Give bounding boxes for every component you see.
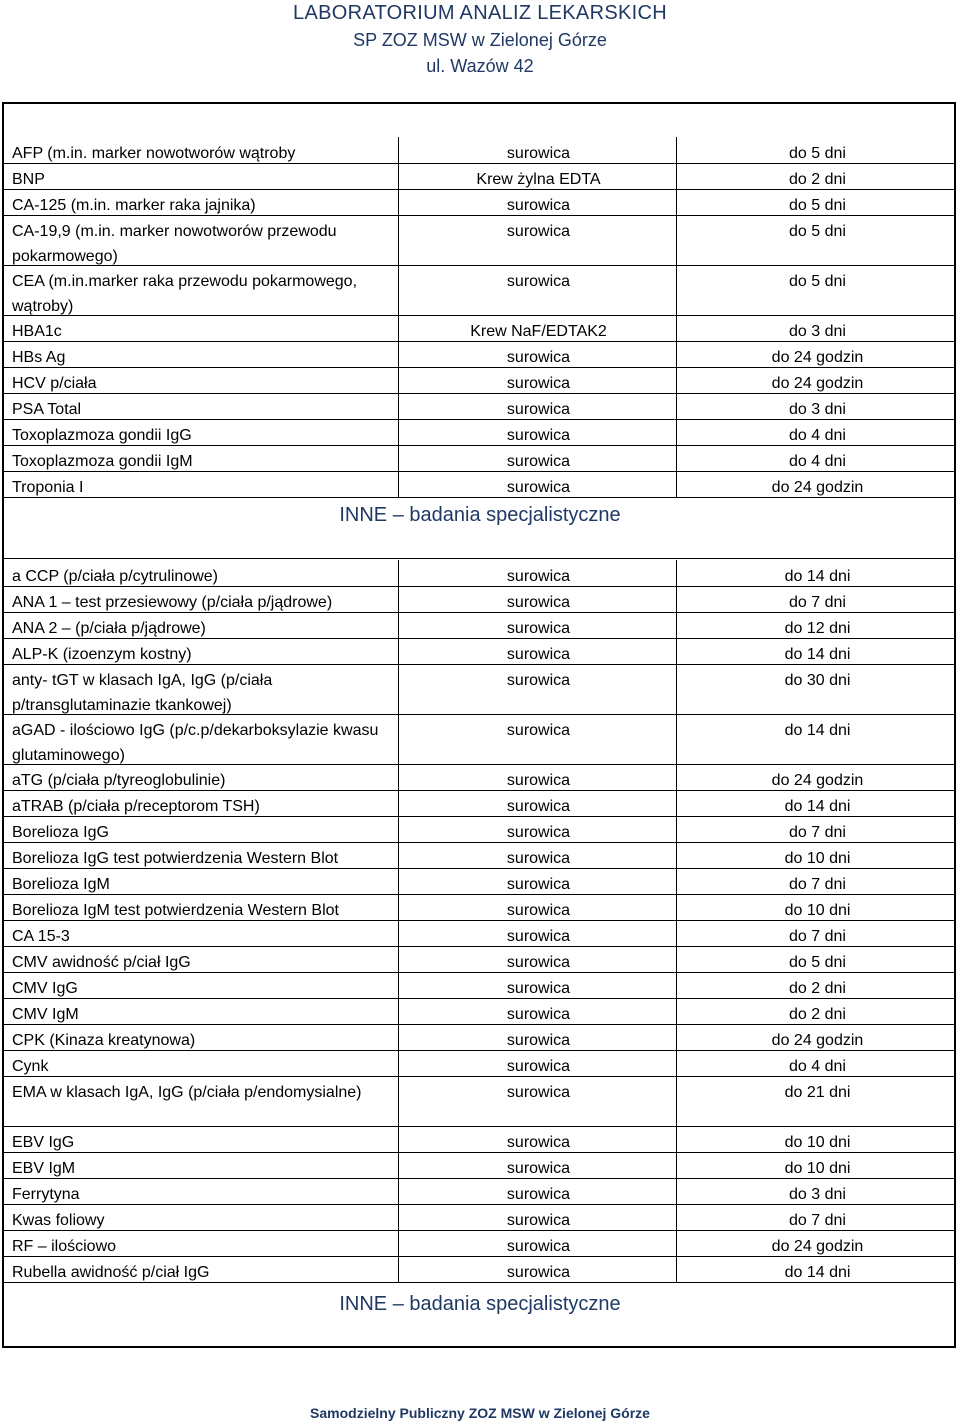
- table-row: [4, 419, 956, 446]
- table-row: [4, 1050, 956, 1077]
- test-name-cell: aTG (p/ciała p/tyreoglobulinie): [12, 772, 226, 789]
- material-cell: surowica: [398, 790, 676, 816]
- table-row: [4, 1256, 956, 1283]
- turnaround-cell: do 4 dni: [676, 419, 956, 445]
- material-cell: surowica: [398, 1230, 676, 1256]
- test-name-cell: HCV p/ciała: [12, 375, 97, 392]
- test-name-cell: Ferrytyna: [12, 1186, 80, 1203]
- test-name-cell: PSA Total: [12, 401, 82, 418]
- table-row: [4, 1204, 956, 1231]
- turnaround-cell: do 24 godzin: [676, 341, 956, 367]
- material-cell: surowica: [398, 946, 676, 972]
- turnaround-cell: do 14 dni: [676, 1256, 956, 1282]
- table-row: [4, 842, 956, 869]
- test-name-cell: CA-125 (m.in. marker raka jajnika): [12, 197, 256, 214]
- material-cell: surowica: [398, 612, 676, 638]
- table-row: [4, 471, 956, 498]
- table-row: [4, 894, 956, 921]
- material-cell: surowica: [398, 341, 676, 367]
- material-cell: surowica: [398, 1050, 676, 1076]
- turnaround-cell: do 2 dni: [676, 972, 956, 998]
- turnaround-cell: do 10 dni: [676, 1152, 956, 1178]
- address: ul. Wazów 42: [426, 56, 534, 76]
- section-title-specialist: INNE – badania specjalistyczne: [339, 504, 621, 526]
- turnaround-cell: do 5 dni: [676, 215, 956, 265]
- table-row: [4, 265, 956, 316]
- material-cell: surowica: [398, 215, 676, 265]
- material-cell: surowica: [398, 998, 676, 1024]
- material-cell: surowica: [398, 1204, 676, 1230]
- test-name-cell: Borelioza IgM: [12, 876, 110, 893]
- table-row: [4, 1024, 956, 1051]
- material-cell: surowica: [398, 1178, 676, 1204]
- table-row: [4, 1230, 956, 1257]
- material-cell: surowica: [398, 1126, 676, 1152]
- test-name-cell: CA 15-3: [12, 928, 70, 945]
- test-name-cell: CA-19,9 (m.in. marker nowotworów przewodu pokarmowego): [12, 223, 337, 265]
- material-cell: surowica: [398, 1024, 676, 1050]
- table-row: [4, 393, 956, 420]
- test-name-cell: Borelioza IgG test potwierdzenia Western Blot: [12, 850, 339, 867]
- table-row: [4, 315, 956, 342]
- test-name-cell: CMV IgG: [12, 980, 78, 997]
- test-name-cell: ANA 2 – (p/ciała p/jądrowe): [12, 620, 206, 637]
- turnaround-cell: do 21 dni: [676, 1076, 956, 1126]
- test-name-cell: Borelioza IgG: [12, 824, 109, 841]
- table-row: [4, 215, 956, 266]
- test-name-cell: AFP (m.in. marker nowotworów wątroby: [12, 145, 296, 162]
- test-name-cell: Cynk: [12, 1058, 49, 1075]
- table-row: [4, 1178, 956, 1205]
- turnaround-cell: do 7 dni: [676, 1204, 956, 1230]
- turnaround-cell: do 3 dni: [676, 1178, 956, 1204]
- test-name-cell: Troponia I: [12, 479, 84, 496]
- turnaround-cell: do 14 dni: [676, 638, 956, 664]
- material-cell: surowica: [398, 764, 676, 790]
- table-row: [4, 341, 956, 368]
- turnaround-cell: do 4 dni: [676, 1050, 956, 1076]
- test-name-cell: RF – ilościowo: [12, 1238, 117, 1255]
- material-cell: surowica: [398, 189, 676, 215]
- table-row: [4, 816, 956, 843]
- turnaround-cell: do 10 dni: [676, 894, 956, 920]
- table-row: [4, 638, 956, 665]
- table-row: [4, 1152, 956, 1179]
- material-cell: surowica: [398, 1256, 676, 1282]
- material-cell: surowica: [398, 265, 676, 315]
- turnaround-cell: do 5 dni: [676, 946, 956, 972]
- material-cell: surowica: [398, 1152, 676, 1178]
- material-cell: surowica: [398, 393, 676, 419]
- section-title-specialist-bottom: INNE – badania specjalistyczne: [339, 1293, 621, 1315]
- test-name-cell: EMA w klasach IgA, IgG (p/ciała p/endomysialne): [12, 1084, 362, 1101]
- turnaround-cell: do 2 dni: [676, 163, 956, 189]
- table-row: [4, 664, 956, 715]
- turnaround-cell: do 10 dni: [676, 842, 956, 868]
- turnaround-cell: do 12 dni: [676, 612, 956, 638]
- test-name-cell: BNP: [12, 171, 45, 188]
- turnaround-cell: do 3 dni: [676, 315, 956, 341]
- material-cell: surowica: [398, 586, 676, 612]
- material-cell: Krew NaF/EDTAK2: [398, 315, 676, 341]
- material-cell: surowica: [398, 471, 676, 497]
- material-cell: surowica: [398, 868, 676, 894]
- test-name-cell: Toxoplazmoza gondii IgG: [12, 427, 192, 444]
- material-cell: surowica: [398, 367, 676, 393]
- material-cell: surowica: [398, 714, 676, 764]
- turnaround-cell: do 24 godzin: [676, 764, 956, 790]
- table-row: [4, 189, 956, 216]
- turnaround-cell: do 24 godzin: [676, 1230, 956, 1256]
- material-cell: surowica: [398, 972, 676, 998]
- table-row: [4, 612, 956, 639]
- test-name-cell: Borelioza IgM test potwierdzenia Western Blot: [12, 902, 339, 919]
- table-row: [4, 790, 956, 817]
- turnaround-cell: do 24 godzin: [676, 471, 956, 497]
- table-row: [4, 920, 956, 947]
- table-row: [4, 445, 956, 472]
- turnaround-cell: do 7 dni: [676, 816, 956, 842]
- turnaround-cell: do 24 godzin: [676, 367, 956, 393]
- material-cell: surowica: [398, 445, 676, 471]
- table-row: [4, 560, 956, 587]
- table-row: [4, 714, 956, 765]
- material-cell: surowica: [398, 842, 676, 868]
- table-row: [4, 946, 956, 973]
- turnaround-cell: do 2 dni: [676, 998, 956, 1024]
- material-cell: surowica: [398, 664, 676, 714]
- test-name-cell: Toxoplazmoza gondii IgM: [12, 453, 193, 470]
- turnaround-cell: do 4 dni: [676, 445, 956, 471]
- material-cell: surowica: [398, 638, 676, 664]
- material-cell: surowica: [398, 560, 676, 586]
- table-row: [4, 1076, 956, 1127]
- turnaround-cell: do 7 dni: [676, 868, 956, 894]
- test-name-cell: CMV awidność p/ciał IgG: [12, 954, 191, 971]
- material-cell: surowica: [398, 419, 676, 445]
- test-name-cell: EBV IgG: [12, 1134, 75, 1151]
- turnaround-cell: do 5 dni: [676, 265, 956, 315]
- institution-name: SP ZOZ MSW w Zielonej Górze: [353, 30, 607, 50]
- turnaround-cell: do 7 dni: [676, 586, 956, 612]
- table-row: [4, 586, 956, 613]
- test-name-cell: anty- tGT w klasach IgA, IgG (p/ciała p/transglutaminazie tkankowej): [12, 672, 273, 714]
- turnaround-cell: do 10 dni: [676, 1126, 956, 1152]
- test-name-cell: CPK (Kinaza kreatynowa): [12, 1032, 196, 1049]
- turnaround-cell: do 14 dni: [676, 714, 956, 764]
- test-name-cell: aTRAB (p/ciała p/receptorom TSH): [12, 798, 260, 815]
- test-name-cell: HBs Ag: [12, 349, 66, 366]
- section-divider: [4, 558, 956, 559]
- material-cell: surowica: [398, 816, 676, 842]
- table-row: [4, 868, 956, 895]
- material-cell: surowica: [398, 894, 676, 920]
- test-name-cell: EBV IgM: [12, 1160, 76, 1177]
- test-name-cell: CEA (m.in.marker raka przewodu pokarmowego, wątroby): [12, 273, 358, 315]
- test-name-cell: ANA 1 – test przesiewowy (p/ciała p/jądrowe): [12, 594, 333, 611]
- table-row: [4, 367, 956, 394]
- test-name-cell: aGAD - ilościowo IgG (p/c.p/dekarboksylazie kwasu glutaminowego): [12, 722, 379, 764]
- document-footer: Samodzielny Publiczny ZOZ MSW w Zielonej Górze: [310, 1405, 650, 1421]
- turnaround-cell: do 24 godzin: [676, 1024, 956, 1050]
- material-cell: Krew żylna EDTA: [398, 163, 676, 189]
- turnaround-cell: do 14 dni: [676, 560, 956, 586]
- turnaround-cell: do 5 dni: [676, 189, 956, 215]
- lab-title: LABORATORIUM ANALIZ LEKARSKICH: [293, 2, 667, 24]
- material-cell: surowica: [398, 920, 676, 946]
- table-row: [4, 972, 956, 999]
- table-row: [4, 163, 956, 190]
- table-row: [4, 764, 956, 791]
- table-row: [4, 1126, 956, 1153]
- test-name-cell: CMV IgM: [12, 1006, 79, 1023]
- turnaround-cell: do 5 dni: [676, 137, 956, 163]
- table-row: [4, 998, 956, 1025]
- turnaround-cell: do 3 dni: [676, 393, 956, 419]
- turnaround-cell: do 7 dni: [676, 920, 956, 946]
- turnaround-cell: do 30 dni: [676, 664, 956, 714]
- test-name-cell: ALP-K (izoenzym kostny): [12, 646, 192, 663]
- material-cell: surowica: [398, 1076, 676, 1126]
- turnaround-cell: do 14 dni: [676, 790, 956, 816]
- test-name-cell: HBA1c: [12, 323, 62, 340]
- material-cell: surowica: [398, 137, 676, 163]
- test-name-cell: Kwas foliowy: [12, 1212, 105, 1229]
- table-row: [4, 137, 956, 164]
- test-name-cell: a CCP (p/ciała p/cytrulinowe): [12, 568, 219, 585]
- test-name-cell: Rubella awidność p/ciał IgG: [12, 1264, 210, 1281]
